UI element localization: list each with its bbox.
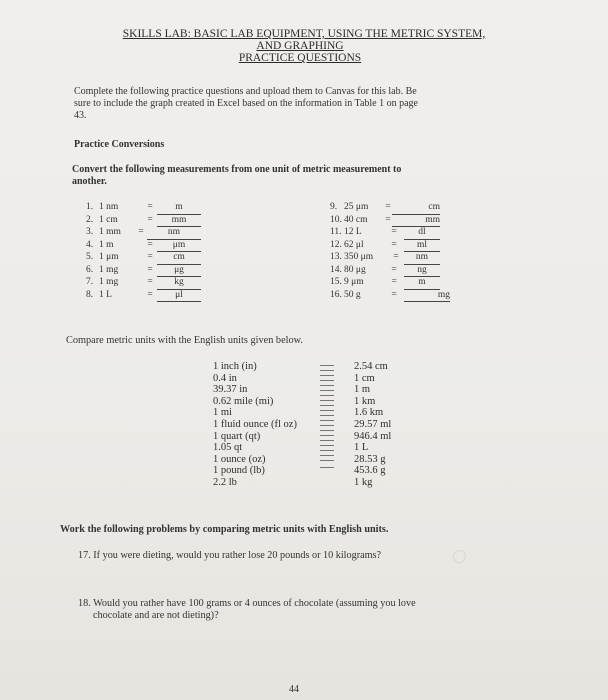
convert-instruction-line2: another. bbox=[72, 176, 107, 187]
answer-blank[interactable]: mm bbox=[157, 215, 201, 228]
metric-unit: 1 kg bbox=[354, 476, 373, 488]
conversion-from: 1 cm bbox=[99, 214, 118, 225]
equals-sign: = bbox=[147, 277, 153, 287]
equivalence-sign bbox=[320, 385, 334, 391]
conversion-from: 1 mg bbox=[99, 277, 119, 287]
metric-unit: 1 L bbox=[354, 442, 369, 454]
practice-heading: Practice Conversions bbox=[74, 139, 165, 150]
question-number: 13. bbox=[330, 252, 342, 262]
equals-sign: = bbox=[393, 252, 399, 262]
equals-sign: = bbox=[147, 214, 153, 225]
conversion-row bbox=[86, 277, 201, 290]
equals-sign: = bbox=[391, 264, 397, 275]
question-number: 10. bbox=[330, 214, 342, 225]
answer-blank[interactable]: kg bbox=[157, 277, 201, 290]
conversion-row bbox=[330, 277, 450, 290]
question-number: 11. bbox=[330, 227, 342, 237]
metric-unit: 2.54 cm bbox=[354, 361, 388, 372]
conversion-from: 25 μm bbox=[344, 202, 369, 212]
english-unit: 1.05 qt bbox=[213, 442, 243, 454]
circle-mark-icon bbox=[453, 550, 466, 563]
equivalence-sign bbox=[320, 415, 334, 421]
english-unit: 0.62 mile (mi) bbox=[213, 395, 274, 407]
equivalence-sign bbox=[320, 365, 334, 371]
equals-sign: = bbox=[391, 289, 397, 300]
question-number: 1. bbox=[86, 202, 94, 212]
conversion-row bbox=[86, 202, 201, 215]
conversion-from: 80 μg bbox=[344, 264, 366, 275]
english-column bbox=[213, 361, 297, 489]
right-conversion-list bbox=[330, 202, 450, 302]
question-17: 17. If you were dieting, would you rather lose 20 pounds or 10 kilograms? bbox=[78, 550, 382, 561]
conversion-row bbox=[330, 215, 450, 228]
english-unit: 1 fluid ounce (fl oz) bbox=[213, 418, 297, 430]
conversion-row bbox=[86, 215, 201, 228]
question-number: 14. bbox=[330, 264, 342, 275]
english-unit: 0.4 in bbox=[213, 372, 237, 384]
metric-unit: 1 km bbox=[354, 395, 376, 407]
answer-blank[interactable]: mm bbox=[392, 215, 440, 228]
question-number: 3. bbox=[86, 227, 94, 237]
doc-title-line2: AND GRAPHING bbox=[256, 40, 344, 52]
intro-line1: Complete the following practice questions and upload them to Canvas for this lab. Be bbox=[74, 86, 417, 97]
question-number: 15. bbox=[330, 277, 342, 287]
question-number: 6. bbox=[86, 264, 94, 275]
answer-blank[interactable]: ng bbox=[404, 265, 440, 278]
equivalence-sign bbox=[320, 375, 334, 381]
question-number: 4. bbox=[86, 239, 94, 250]
metric-unit: 1 m bbox=[354, 384, 371, 396]
equals-sign: = bbox=[391, 239, 397, 250]
conversion-row bbox=[330, 202, 450, 215]
equals-sign: = bbox=[147, 264, 153, 275]
conversion-row bbox=[330, 252, 450, 265]
equivalence-sign bbox=[320, 435, 334, 441]
doc-title-line1: SKILLS LAB: BASIC LAB EQUIPMENT, USING THE METRIC SYSTEM, bbox=[122, 28, 486, 40]
answer-blank[interactable]: m bbox=[157, 202, 201, 215]
conversion-from: 1 mg bbox=[99, 264, 119, 275]
answer-blank[interactable]: cm bbox=[392, 202, 440, 215]
metric-unit: 1 cm bbox=[354, 372, 375, 384]
equals-sign: = bbox=[147, 239, 153, 250]
intro-line3: 43. bbox=[74, 110, 87, 121]
equivalence-sign bbox=[320, 395, 334, 401]
equivalence-sign bbox=[320, 425, 334, 431]
conversion-from: 350 μm bbox=[344, 252, 374, 262]
conversion-row bbox=[86, 227, 201, 240]
conversion-from: 9 μm bbox=[344, 277, 364, 287]
answer-blank[interactable]: nm bbox=[404, 252, 440, 265]
answer-blank[interactable]: μm bbox=[157, 240, 201, 253]
convert-instruction-line1: Convert the following measurements from one unit of metric measurement to bbox=[72, 164, 402, 175]
conversion-row bbox=[330, 240, 450, 253]
equivalence-column bbox=[320, 361, 334, 474]
question-number: 9. bbox=[330, 202, 338, 212]
equals-sign: = bbox=[385, 202, 391, 212]
conversion-from: 12 L bbox=[344, 227, 362, 237]
metric-unit: 29.57 ml bbox=[354, 418, 392, 430]
equivalence-sign bbox=[320, 455, 334, 461]
equivalence-sign bbox=[320, 405, 334, 411]
conversion-row bbox=[330, 227, 450, 240]
conversion-from: 50 g bbox=[344, 289, 361, 300]
question-number: 16. bbox=[330, 289, 342, 300]
conversion-from: 1 L bbox=[99, 289, 112, 300]
answer-blank[interactable]: m bbox=[404, 277, 440, 290]
question-number: 2. bbox=[86, 214, 94, 225]
equals-sign: = bbox=[385, 214, 391, 225]
english-unit: 1 pound (lb) bbox=[213, 465, 265, 477]
conversion-from: 1 m bbox=[99, 239, 114, 250]
answer-blank[interactable]: nm bbox=[147, 227, 201, 240]
question-number: 7. bbox=[86, 277, 94, 287]
equivalence-sign bbox=[320, 445, 334, 451]
intro-line2: sure to include the graph created in Excel based on the information in Table 1 on page bbox=[74, 98, 418, 109]
question-18-line1: 18. Would you rather have 100 grams or 4 ounces of chocolate (assuming you love bbox=[78, 598, 416, 609]
page-number: 44 bbox=[289, 684, 299, 695]
conversion-from: 1 nm bbox=[99, 202, 119, 212]
answer-blank[interactable]: ml bbox=[404, 240, 440, 253]
conversion-row bbox=[330, 265, 450, 278]
metric-unit: 453.6 g bbox=[354, 465, 386, 477]
answer-blank[interactable]: mg bbox=[404, 290, 450, 303]
question-number: 12. bbox=[330, 239, 342, 250]
answer-blank[interactable]: dl bbox=[404, 227, 440, 240]
question-number: 5. bbox=[86, 252, 94, 262]
equals-sign: = bbox=[147, 289, 153, 300]
compare-heading: Compare metric units with the English units given below. bbox=[66, 335, 303, 346]
english-unit: 1 mi bbox=[213, 407, 232, 419]
conversion-from: 40 cm bbox=[344, 214, 368, 225]
equivalence-sign bbox=[320, 467, 334, 468]
answer-blank[interactable]: cm bbox=[157, 252, 201, 265]
english-unit: 39.37 in bbox=[213, 384, 248, 396]
conversion-row bbox=[86, 265, 201, 278]
answer-blank[interactable]: μl bbox=[157, 290, 201, 303]
metric-unit: 1.6 km bbox=[354, 407, 384, 419]
question-number: 8. bbox=[86, 289, 94, 300]
metric-unit: 946.4 ml bbox=[354, 430, 392, 442]
doc-title-line3: PRACTICE QUESTIONS bbox=[238, 52, 362, 64]
metric-column bbox=[354, 361, 391, 489]
answer-blank[interactable]: μg bbox=[157, 265, 201, 278]
english-unit: 2.2 lb bbox=[213, 476, 237, 488]
question-18-line2: chocolate and are not dieting)? bbox=[93, 610, 219, 621]
conversion-from: 1 μm bbox=[99, 252, 119, 262]
conversion-row bbox=[86, 252, 201, 265]
equals-sign: = bbox=[138, 227, 144, 237]
equals-sign: = bbox=[391, 277, 397, 287]
conversion-from: 62 μl bbox=[344, 239, 364, 250]
english-unit: 1 ounce (oz) bbox=[213, 453, 266, 465]
english-unit: 1 inch (in) bbox=[213, 361, 257, 372]
equals-sign: = bbox=[147, 252, 153, 262]
conversion-row bbox=[330, 290, 450, 303]
conversion-from: 1 mm bbox=[99, 227, 121, 237]
english-unit: 1 quart (qt) bbox=[213, 430, 261, 442]
left-conversion-list bbox=[86, 202, 201, 302]
conversion-row bbox=[86, 290, 201, 303]
metric-unit: 28.53 g bbox=[354, 453, 386, 465]
equals-sign: = bbox=[391, 227, 397, 237]
conversion-row bbox=[86, 240, 201, 253]
problems-heading: Work the following problems by comparing metric units with English units. bbox=[60, 524, 389, 535]
equals-sign: = bbox=[147, 202, 153, 212]
